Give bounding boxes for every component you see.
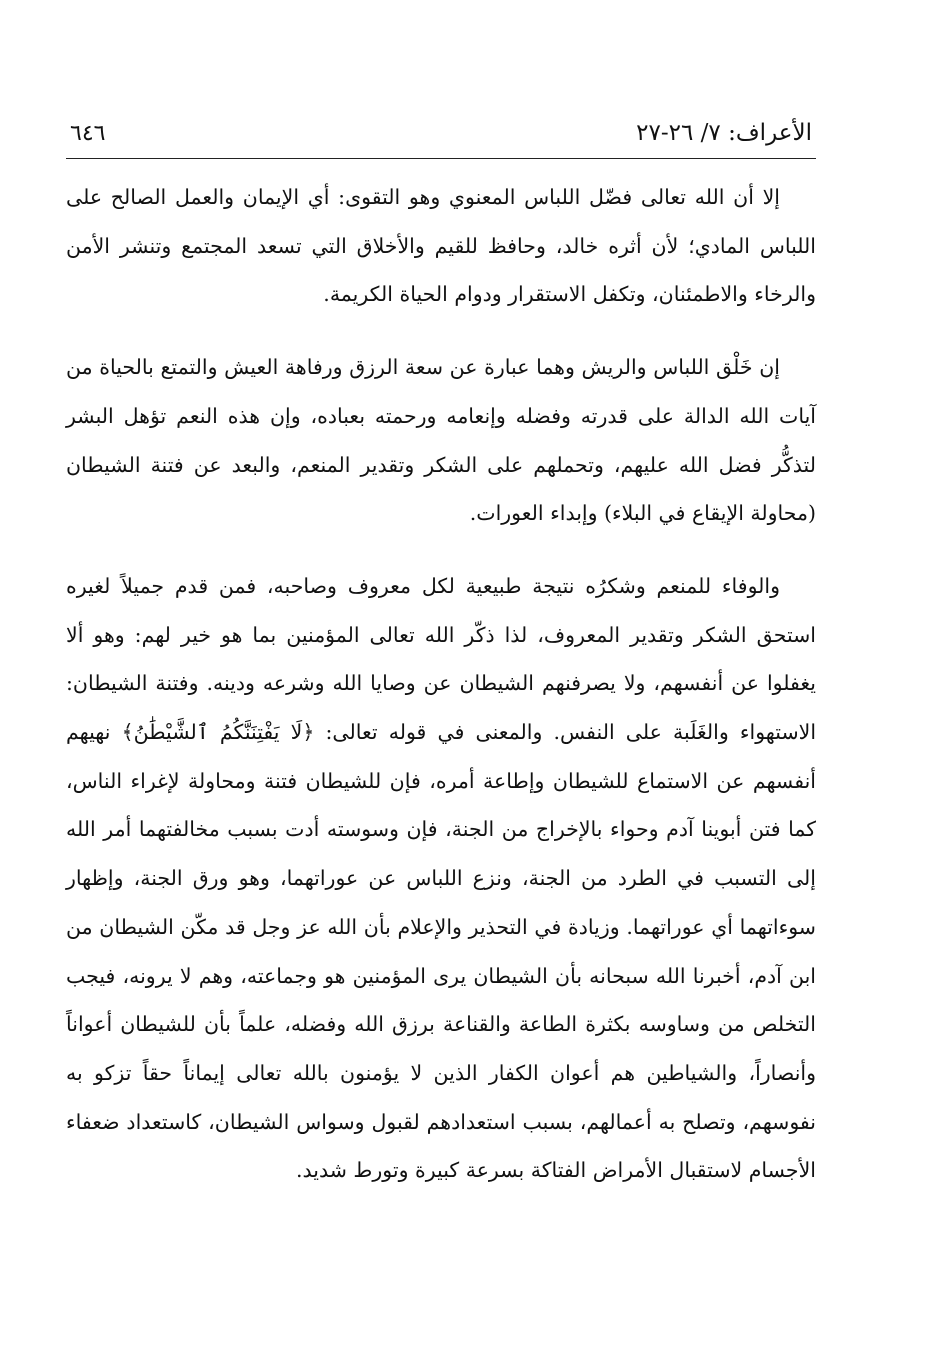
- paragraph-3-part-1: والوفاء للمنعم وشكرُه نتيجة طبيعية لكل معروف وصاحبه، فمن قدم جميلاً لغيره استحق الشكر وتقدير المعروف، لذا ذكّر الله تعالى المؤمنين بما هو خير لهم: وهو ألا يغفلوا عن أنفسهم، ولا يصرفنهم الشيطان عن وصايا الله وشرعه ودينه. وفتنة الشيطان: الاستهواء والغَلَبة على النفس. والمعنى في قوله تعالى:: [66, 573, 817, 745]
- page-header: [66, 120, 816, 154]
- running-title: الأعراف: ٧/ ٢٦-٢٧: [636, 120, 812, 146]
- paragraph-3-part-2: نهيهم أنفسهم عن الاستماع للشيطان وإطاعة أمره، فإن للشيطان فتنة ومحاولة لإغراء الناس، كما فتن أبوينا آدم وحواء بالإخراج من الجنة، فإن وسوسته أدت بسبب مخالفتهما أمر الله إلى التسبب في الطرد من الجنة، ونزع اللباس عن عوراتهما، وهو ورق الجنة، وإظهار سوءاتهما أي عوراتهما. وزيادة في التحذير والإعلام بأن الله عز وجل قد مكّن الشيطان من ابن آدم، أخبرنا الله سبحانه بأن الشيطان يرى المؤمنين هو وجماعته، وهم لا يرونه، فيجب التخلص من وساوسه بكثرة الطاعة والقناعة برزق الله وفضله، علماً بأن للشيطان أعواناً وأنصاراً، والشياطين هم أعوان الكفار الذين لا يؤمنون بالله تعالى إيماناً حقاً تزكو به نفوسهم، وتصلح به أعمالهم، بسبب استعدادهم لقبول وسواس الشيطان، كاستعداد ضعفاء الأجسام لاستقبال الأمراض الفتاكة بسرعة كبيرة وتورط شديد.: [66, 720, 816, 1183]
- page-number: ٦٤٦: [70, 121, 106, 146]
- paragraph-3: [66, 562, 816, 1195]
- quran-verse: ﴿لَا يَفْتِنَنَّكُمُ ٱلشَّيْطَٰنُ﴾: [121, 720, 315, 745]
- book-page: [66, 120, 816, 1195]
- page-body: [66, 173, 816, 1195]
- header-rule: [66, 158, 816, 159]
- paragraph-2: إن خَلْق اللباس والريش وهما عبارة عن سعة الرزق ورفاهة العيش والتمتع بالحياة من آيات الله الدالة على قدرته وفضله وإنعامه ورحمته بعباده، وإن هذه النعم تؤهل البشر لتذكُّر فضل الله عليهم، وتحملهم على الشكر وتقدير المنعم، والبعد عن فتنة الشيطان (محاولة الإيقاع في البلاء) وإبداء العورات.: [66, 355, 816, 526]
- paragraph-1: إلا أن الله تعالى فضّل اللباس المعنوي وهو التقوى: أي الإيمان والعمل الصالح على اللباس المادي؛ لأن أثره خالد، وحافظ للقيم والأخلاق التي تسعد المجتمع وتنشر الأمن والرخاء والاطمئنان، وتكفل الاستقرار ودوام الحياة الكريمة.: [66, 185, 816, 307]
